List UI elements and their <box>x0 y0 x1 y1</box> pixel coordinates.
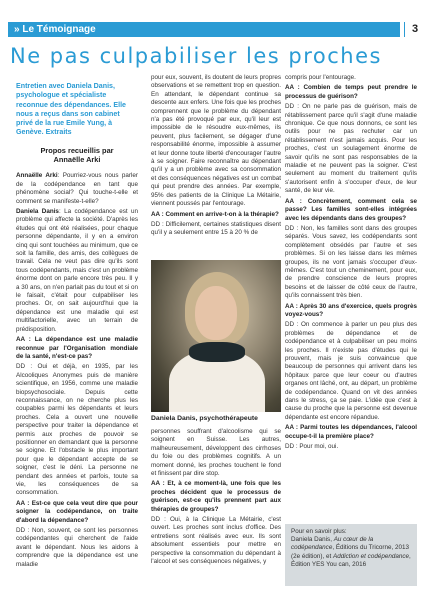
column-1 <box>16 82 138 571</box>
question: AA : Comment en arrive-t-on à la thérapie? <box>151 210 279 218</box>
page-number: 3 <box>404 22 425 37</box>
answer: DD : Non, souvent, ce sont les personnes codépendantes qui cherchent de l'aide avant le dépendant. Nous les aidons à comprendre que la dépendance est une maladie <box>16 527 138 568</box>
answer: DD : On ne parle pas de guérison, mais de rétablissement parce qu'il s'agit d'une maladie chronique. Ce que nous donnons, ce sont les outils pour ne pas rechuter car un rétablissement n'est jamais acquis. Pour les proches, c'est un soulagement énorme de savoir qu'ils ne sont pas responsables de la maladie et ne peuvent pas la soigner. C'est seulement au moment du traitement qu'ils s'autorisent enfin à s'occuper d'eux, de leur santé, de leur vie. <box>285 103 417 195</box>
article-title: Ne pas culpabiliser les proches <box>10 44 382 68</box>
further-reading-box <box>285 524 417 586</box>
byline-line-2: Annaëlle Arki <box>53 155 101 165</box>
photo-caption: Daniela Danis, psychothérapeute <box>151 415 258 422</box>
question: AA : Combien de temps peut prendre le processus de guérison? <box>285 84 417 100</box>
answer: DD : Pour moi, oui. <box>285 443 339 451</box>
speaker: Daniela Danis <box>16 208 59 215</box>
question: AA : Après 30 ans d'exercice, quels progrès voyez-vous? <box>285 302 417 318</box>
paragraph: compris pour l'entourage. <box>285 74 356 81</box>
question: AA : Concrètement, comment cela se passe? Les familles sont-elles intégrées avec les dépendants dans des groupes? <box>285 197 417 222</box>
column-3 <box>285 74 417 453</box>
answer: DD : Difficilement, certaines statistiques disent qu'il y a seulement entre 15 à 20 % de <box>151 220 281 237</box>
question: AA : Et, à ce moment-là, une fois que les proches décident que le processus de guérison, est-ce qu'ils prennent part aux thérapies de groupes? <box>151 480 281 513</box>
page-header <box>0 0 430 40</box>
answer: DD : Oui et déjà, en 1935, par les Alcooliques Anonymes puis de manière scientifique, en 1956, comme une maladie biopsychosociale. Depuis cette reconnaissance, on ne cherche plus les coupables parmi les dépendants et leurs proches. Cela a ouvert une nouvelle perspective pour traiter la dépendance et permis aux proches de pouvoir se positionner en demandant que la personne se soigne. Et l'obstacle le plus important pour que le dépendant accepte de se soigner, c'est le déni. La personne ne pendant des années et parfois, toute sa vie, les conséquences de sa consommation. <box>16 363 138 497</box>
speaker: Annaëlle Arki <box>16 172 58 180</box>
byline-line-1: Propos recueillis par <box>40 145 114 155</box>
question: AA : Est-ce que cela veut dire que pour soigner la codépendance, on traite d'abord la dépendance? <box>16 499 138 524</box>
paragraph: personnes souffrant d'alcoolisme qui se soignent en Suisse. Les autres, malheureusement, développent des cirrhoses du foie ou des problèmes cognitifs. A un moment donné, les proches touchent le fond et finissent par dire stop. <box>151 428 281 478</box>
column-2-lower <box>151 428 281 569</box>
box-text: Daniela Danis, <box>291 536 334 544</box>
answer: DD : Non, les familles sont dans des groupes séparés. Vous savez, les codépendants sont complètement obsédés par l'autre et ses problèmes. Si on les laisse dans les mêmes groupes, ils ne vont jamais s'occuper d'eux-mêmes. C'est tout un cheminement, pour eux, de prendre conscience de leurs propres besoins et de laisser de côté ceux de l'autre, qu'ils connaissent très bien. <box>285 224 417 300</box>
byline <box>16 146 138 165</box>
book-title: Addiction et codépendance <box>333 552 410 560</box>
section-label: » Le Témoignage <box>8 22 400 37</box>
answer-text: : La codépendance est un problème qui affecte la société. D'après les études qui ont été réalisées, pour chaque personne dépendante, il y en a environ cinq qui sont touchées au minimum, que ce soit la famille, des amis, des collègues de travail. Cela ne veut pas dire qu'ils sont tous codépendants, mais c'est un problème énorme dont on parle encore très peu. Il y a 30 ans, on n'en parlait pas du tout et si on le faisait, c'était pour culpabiliser les proches. Or, on sait aujourd'hui que la dépendance est une maladie qui est multifactorielle, avec un terrain de prédisposition. <box>16 208 139 333</box>
paragraph <box>16 208 138 334</box>
question-text: : Pourriez-vous nous parler de la codépendance en tant que phénomène social? Qui touche-t-elle et comment se manifeste-t-elle? <box>16 172 138 205</box>
question: AA : La dépendance est une maladie reconnue par l'Organisation mondiale de la santé, n'est-ce pas? <box>16 336 138 360</box>
answer: DD : Oui, à la Clinique La Métairie, c'est ouvert. Les proches sont inclus d'office. Des entretiens sont réalisés avec eux. Ils sont absolument essentiels pour mettre en perspective la consommation du dépendant à l'alcool et ses conséquences négatives, y <box>151 516 281 566</box>
portrait-photo <box>151 260 281 412</box>
box-text: et <box>326 552 334 560</box>
article-intro: Entretien avec Daniela Danis, psychologue et spécialiste reconnue des dépendances. Elle nous a reçus dans son cabinet privé de la rue Emile Yung, à Genève. Extraits <box>16 82 126 137</box>
paragraph <box>16 172 138 206</box>
book-title: Au cœur de la codépendance <box>291 536 374 552</box>
box-heading: Pour en savoir plus: <box>291 528 347 535</box>
box-text: , Édition YES You can, 2016 <box>291 552 411 568</box>
answer: DD : On commence à parler un peu plus des problèmes de dépendance et de codépendance et à culpabiliser un peu moins les proches. Il n'existe pas d'études qui le prouvent, mais je suis convaincue que beaucoup de personnes qui arrivent dans les hôpitaux parce que leur coeur ou d'autres organes ont lâché, ont, au départ, un problème de codépendance. Quand on vit des années dans le stress, ça se paie. L'idée que c'est à cause du proche que la personne est devenue dépendante est encore répandue. <box>285 321 417 421</box>
question: AA : Parmi toutes les dépendances, l'alcool occupe-t-il la première place? <box>285 424 417 440</box>
column-2 <box>151 74 281 240</box>
box-text: , Éditions du Tricorne, 2013 (2e édition), <box>291 544 409 560</box>
paragraph: pour eux, souvent, ils doutent de leurs propres observations et se remettent trop en question. En attendant, le dépendant continue sa descente aux enfers. Une fois que les proches comprennent que le problème du dépendant n'a pas été provoqué par eux, qu'il leur est impossible de le résoudre eux-mêmes, ils peuvent, plus facilement, se dégager d'une responsabilité énorme, impossible à assumer et leur donne toute liberté d'encourager l'autre à se soigner. Faire reconnaître au dépendant qu'il y a un problème avec sa consommation et des conséquences négatives est un combat qui peut prendre des années. Par exemple, 95% des patients de la Clinique La Métairie, viennent poussés par l'entourage. <box>151 74 281 208</box>
